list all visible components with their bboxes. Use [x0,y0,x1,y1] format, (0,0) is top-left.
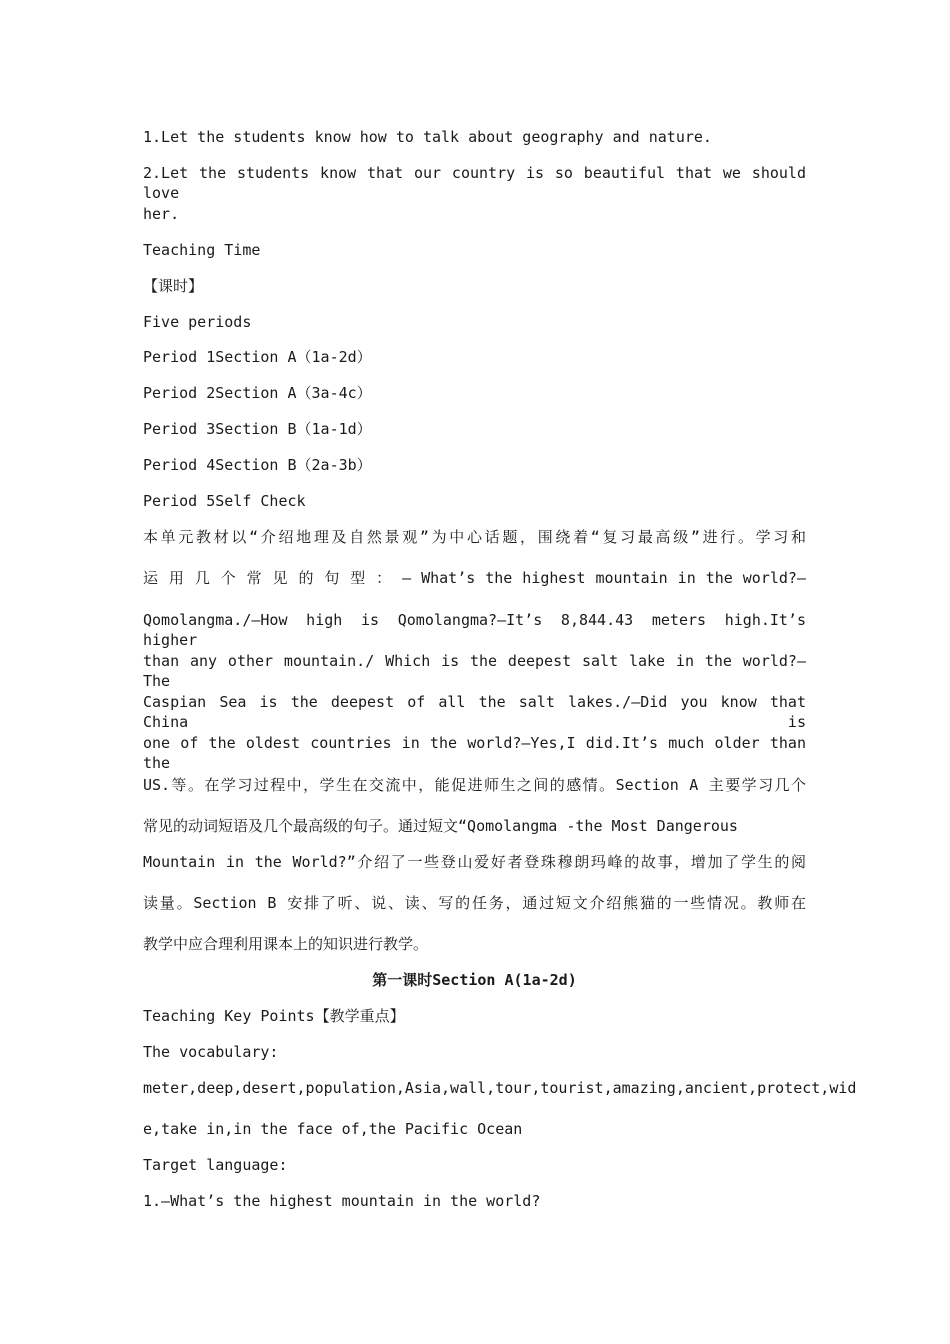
period-5: Period 5Self Check [143,492,306,510]
teaching-time-label: Teaching Time [143,241,261,259]
overview-line-1: 本单元教材以“介绍地理及自然景观”为中心话题，围绕着“复习最高级”进行。学习和 [143,528,806,546]
overview-line-3: Qomolangma./—How high is Qomolangma?—It’s 8,844.43 meters high.It’s higher [143,611,806,649]
objective-2: 2.Let the students know that our country is so beautiful that we should love [143,164,806,202]
vocabulary-label: The vocabulary: [143,1043,279,1061]
overview-line-8: 常见的动词短语及几个最高级的句子。通过短文“Qomolangma -the Most Dangerous [143,817,738,835]
overview-line-5: Caspian Sea is the deepest of all the salt lakes./—Did you know that China is [143,693,806,731]
target-language-label: Target language: [143,1156,288,1174]
target-language-item-1: 1.—What’s the highest mountain in the world? [143,1192,541,1210]
lesson-heading: 第一课时Section A(1a-2d) [372,971,577,989]
overview-line-2: 运 用 几 个 常 见 的 句 型 ： — What’s the highest mountain in the world?— [143,569,806,587]
overview-line-6: one of the oldest countries in the world?—Yes,I did.It’s much older than the [143,734,806,772]
overview-line-9: Mountain in the World?”介绍了一些登山爱好者登珠穆朗玛峰的故事，增加了学生的阅 [143,853,806,871]
overview-line-7: US.等。在学习过程中，学生在交流中，能促进师生之间的感情。Section A 主要学习几个 [143,776,806,794]
period-4: Period 4Section B（2a-3b） [143,456,372,474]
key-points-label: Teaching Key Points【教学重点】 [143,1007,405,1025]
vocabulary-line-2: e,take in,in the face of,the Pacific Ocean [143,1120,523,1138]
period-3: Period 3Section B（1a-1d） [143,420,372,438]
class-hours-label: 【课时】 [143,277,204,295]
period-1: Period 1Section A（1a-2d） [143,348,372,366]
overview-line-11: 教学中应合理利用课本上的知识进行教学。 [143,935,429,953]
objective-1: 1.Let the students know how to talk about geography and nature. [143,128,712,146]
vocabulary-line-1: meter,deep,desert,population,Asia,wall,tour,tourist,amazing,ancient,protect,wid [143,1079,857,1097]
five-periods: Five periods [143,313,252,331]
objective-2-continued: her. [143,205,180,223]
overview-line-10: 读量。Section B 安排了听、说、读、写的任务，通过短文介绍熊猫的一些情况。教师在 [143,894,806,912]
period-2: Period 2Section A（3a-4c） [143,384,372,402]
overview-line-4: than any other mountain./ Which is the deepest salt lake in the world?—The [143,652,806,690]
